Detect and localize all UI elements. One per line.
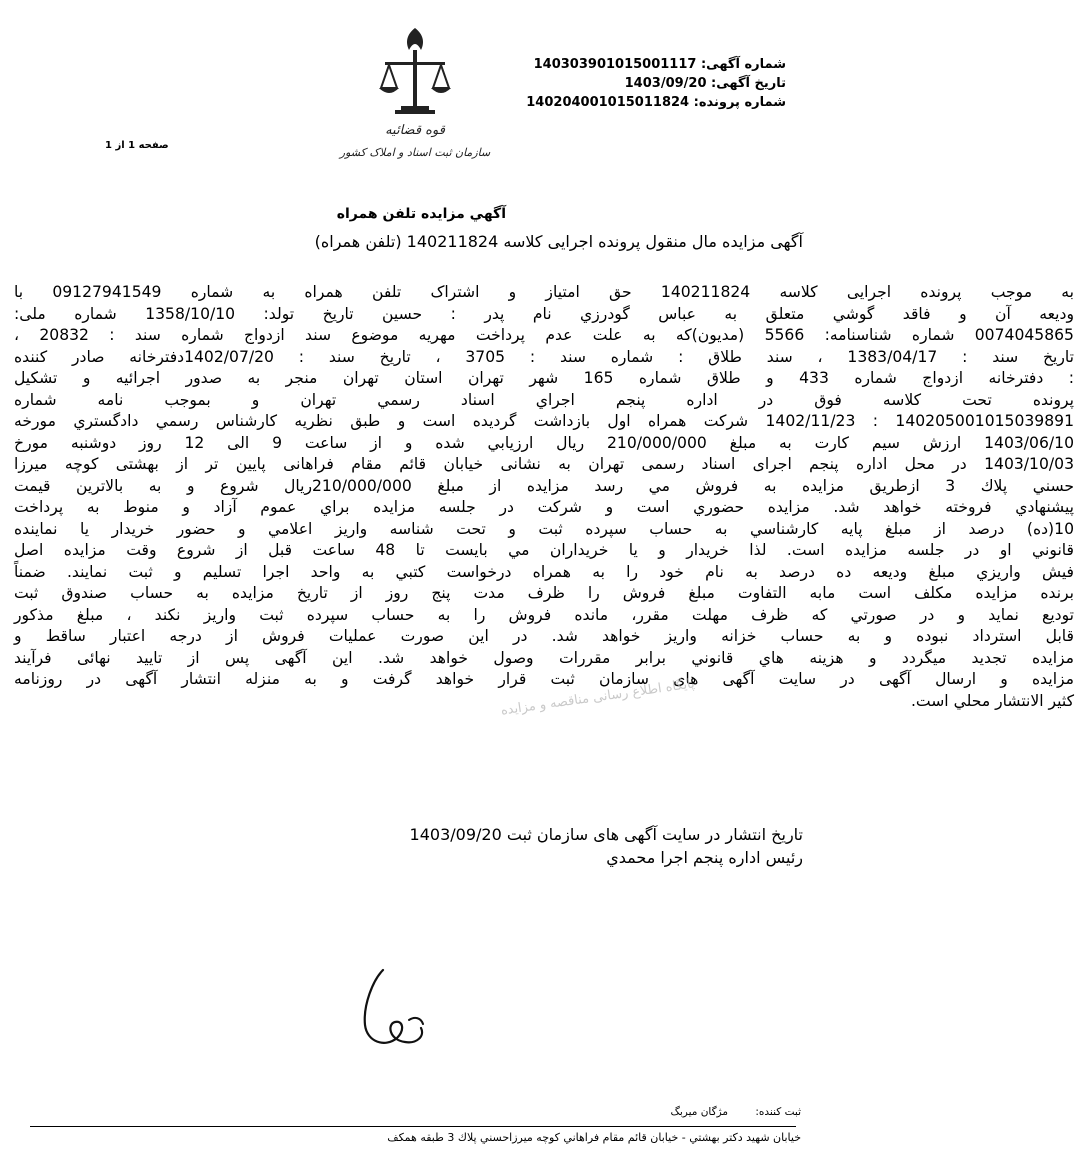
ad-subtitle: آگهی مزایده مال منقول پرونده اجرایی کلاسه 140211824 (تلفن همراه) [314,232,803,251]
body-line: فيش واريزي مبلغ وديعه ده درصد به نام خود را به همراه درخواست كتبي به واحد اجرا تسليم و ثبت نمايند. ضمناً [14,562,1074,581]
body-line: 1403/06/10 ارزش سيم كارت به مبلغ 210/000/000 ريال ارزيابي شده و از ساعت 9 الی 12 روز دوشنبه مورخ [14,433,1074,452]
body-line: حسني پلاك 3 ازطريق مزايده به فروش مي رسد مزايده از مبلغ 210/000/000ريال شروع و به بالاترين قيمت [14,476,1074,495]
page-number: صفحه 1 از 1 [105,140,169,151]
body-line: پرونده تحت كلاسه فوق در اداره پنجم اجراي اسناد رسمي تهران و بموجب نامه شماره [14,390,1074,409]
signatory: رئيس اداره پنجم اجرا محمدي [606,848,803,867]
body-line: 0074045865 شماره شناسنامه: 5566 (مديون)كه به علت عدم پرداخت مهريه موضوع سند ازدواج شماره سند : 20832 ، [14,326,1074,344]
body-line: قانوني او در جلسه مزايده است. لذا خريدار و يا خريداران مي بايست تا 48 ساعت قبل از شروع وقت مزايده اصل [14,541,1074,559]
office-address: خيابان شهيد دكتر بهشتي - خيابان قائم مقام فراهاني كوچه ميرزاحسني پلاك 3 طبقه همكف [387,1131,801,1144]
body-line: 140205001015039891 : 1402/11/23 شركت همراه اول بازداشت گرديده است و طبق نظريه كارشناس رسمي دادگستري مورخه [14,412,1074,430]
body-line: تاریخ سند : 1383/04/17 ، سند طلاق : شماره سند : 3705 ، تاریخ سند : 1402/07/20دفترخانه صادر کننده [14,347,1074,366]
body-line: پيشنهادي فروخته خواهد شد. مزايده حضوري است و شركت در جلسه مزايده براي عموم آزاد و منوط به پرداخت [14,498,1074,516]
publication-block [410,823,803,869]
publish-date-line: تاریخ انتشار در سایت آگهی های سازمان ثبت 1403/09/20 [409,825,803,844]
body-line: وديعه آن و فاقد گوشي متعلق به عباس گودرزي نام پدر : حسين تاريخ تولد: 1358/10/10 شماره ملی: [14,304,1074,323]
body-line: : دفترخانه ازدواج شماره 433 و طلاق شماره 165 شهر تهران استان تهران منجر به صدور اجرائیه و تشکیل [14,369,1074,387]
body-line: مزايده تجديد ميگردد و هزينه هاي قانوني برابر مقررات وصول خواهد شد. این آگهی پس از تایید نهائی فرآیند [14,648,1074,667]
body-line: مزایده و ارسال آگهی در سایت آگهی های سازمان ثبت قرار خواهد گرفت و به منزله انتشار آگهی در روزنامه [14,670,1074,688]
svg-text:سازمان ثبت اسناد و املاک کشور: سازمان ثبت اسناد و املاک کشور [339,146,491,159]
ad-date: تاریخ آگهی: 1403/09/20 [624,76,786,91]
file-number: شماره پرونده: 140204001015011824 [526,95,786,110]
footer-divider [30,1126,796,1127]
ad-body [14,282,1074,712]
ad-title: آگهي مزايده تلفن همراه [336,206,506,222]
body-line: به موجب پرونده اجرایی کلاسه 140211824 حق امتیاز و اشتراک تلفن همراه به شماره 09127941549 با [14,283,1074,301]
body-line: برنده مزايده مكلف است مابه التفاوت مبلغ فروش را ظرف مدت پنج روز از تاريخ مزايده به حساب صندوق ثبت [14,584,1074,602]
body-line: قابل استرداد نبوده و به حساب خزانه واريز خواهد شد. در اين صورت عمليات فروش از درجه اعتبار ساقط و [14,627,1074,645]
body-line: 1403/10/03 در محل اداره پنجم اجرای اسناد رسمی تهران به نشانی خیابان قائم مقام فراهانی پایین تر از بهشتی کوچه میرزا [14,455,1074,473]
ad-meta [526,55,786,112]
registrar-label: ثبت کننده: [755,1106,801,1118]
watermark: پایگاه اطلاع رسانی مناقصه و مزایده [499,676,696,719]
svg-text:قوه قضائیه: قوه قضائیه [385,123,445,138]
body-line: توديع نمايد و در صورتي كه ظرف مهلت مقرر، مانده فروش را به حساب سپرده ثبت واريز نكند ، مبلغ مذكور [14,605,1074,624]
registrar [670,1106,801,1118]
judiciary-logo [339,20,491,165]
ad-number: شماره آگهی: 140303901015001117 [533,57,786,72]
body-line: كثير الانتشار محلي است. [910,691,1074,710]
handwritten-signature [325,950,445,1060]
registrar-name: مژگان میربگ [670,1106,729,1118]
body-line: 10(ده) درصد از مبلغ پايه كارشناسي به حساب سپرده ثبت و تحت شناسه واريز اعلامي و حضور خريدار يا نماينده [14,519,1074,538]
